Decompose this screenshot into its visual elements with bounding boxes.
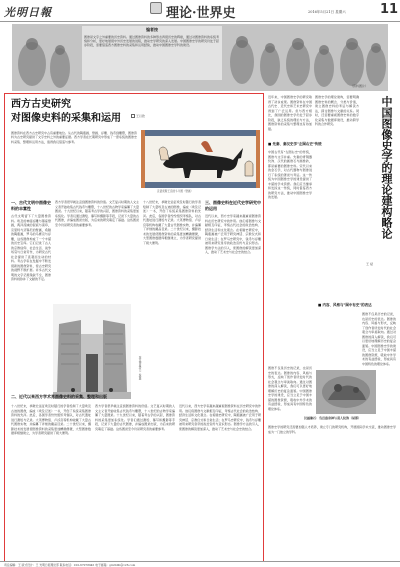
section-2-text-b: 西方学者很早就注意到图像资料的价值。文艺复兴时期的人文主义者开始收集古代钱币与雕塑，十八世纪的古物学家编纂了大量图录。十九世纪以来，随着考古学的兴起，图像资料的采集更加系统化。学者们通过测绘、摹写和摄影等手段，记录下大量的古代图像，并编成图录出版，为后来的研究奠定了基础。这些图录至今仍是研究者的重要参考。 [95, 404, 175, 431]
masthead [0, 0, 400, 22]
article-column-2 [55, 200, 139, 300]
right-intro-text: 近年来，中国图像史学的研究取得了初步成果。图像资料在中国古代史、近代史和艺术史研究中得到了广泛运用。但与西方相比，我国的图像史学仍处于起步阶段，缺乏系统的理论与方法，图像资料的采集与整理也有待加强。 [268, 95, 312, 131]
banner-caption: （资料图片） [350, 84, 369, 88]
article-column-1 [11, 200, 51, 390]
right-column-c-text: 图像不仅是历史的记录，也是历史的表达。图像的内容、风格与形式，反映了创作者所处时代的社会观念与审美取向。通过对图像的深入解读，我们可以更好地理解历史的复杂面貌。中国图像史学的建设，应当立足于中国丰富的图像资源，吸收中外学术的有益经验，形成具有中国特色的理论体系。 [362, 312, 396, 366]
bull-leaping-fresco-image [141, 130, 260, 188]
stone-relief-photo-image [316, 370, 376, 414]
page-footer [0, 561, 400, 567]
byline [131, 114, 145, 118]
temple-caption: 埃及神庙塔门（版画） [138, 356, 141, 382]
right-article-author: 王 斌 [366, 262, 373, 266]
footer-credits: 责任编辑：王 版式设计：王 光明日报理论部 联系电话：010-67078945 电子邮箱：gmrbllb@126.com [4, 563, 136, 567]
right-subhead-1: ■ 先秦、秦汉史学"左图右史"传统 [268, 142, 322, 146]
right-column-d-text: 图像不仅是历史的记录，也是历史的表达。图像的内容、风格与形式，反映了创作者所处时代的社会观念与审美取向。通过对图像的深入解读，我们可以更好地理解历史的复杂面貌。中国图像史学的建设，应当立足于中国丰富的图像资源，吸收中外学术的有益经验，形成具有中国特色的理论体系。 [268, 366, 312, 411]
article-column-4 [205, 200, 261, 390]
right-column-a-text: 中国古代有"左图右史"的传统，图像与文字并重。先秦的青铜器纹饰、汉代的画像石与画像砖，都是重要的图像史料。宋代以来的金石学，对古代器物与图像进行了系统的著录与考证。这一传统为中国图像史学的建设提供了丰富的学术资源。我们应当继承和发扬这一传统，同时借鉴西方的研究方法，推动中国图像史学的发展。 [268, 150, 312, 199]
section-2-heading: 二、近代以来西方学术界图像史料的采集、整理和出版 [11, 394, 107, 399]
newspaper-name: 光明日報 [4, 6, 52, 19]
publication-date: 2016年5月21日 星期六 [308, 10, 346, 14]
article-column-3 [143, 200, 201, 390]
right-article-title: 中国图像史学的理论建构略论 [380, 96, 393, 239]
section-2-text-a: 十八世纪末，拿破仑远征埃及时随行的学者绘制了大量埃及古迹的图像，编成《埃及记述》一书，开创了系统采集图像资料的先河。此后，各国学者纷纷组织考察队，对古代遗址进行测绘与记录。大英博物馆、卢浮宫等机构收藏了大量古代图像实物，并编纂了详细的藏品目录。二十世纪以来，摄影技术的发展使图像资料的采集更加精确便捷，大型图像数据库相继建立，为学者研究提供了极大便利。 [11, 404, 91, 435]
right-subhead-2: ■ 内容、风格与"图中有史"的表达 [318, 303, 372, 307]
header-banner [12, 24, 388, 91]
mural-caption: 克诺索斯王宫的斗牛图（壁画） [157, 190, 194, 193]
article-column-7 [179, 404, 261, 559]
author-name: 王以欣 [136, 114, 146, 118]
headline-line-2: 对图像史料的采集和运用 [11, 113, 121, 124]
section-2-intro-text: 十八世纪末，拿破仑远征埃及时随行的学者绘制了大量埃及古迹的图像，编成《埃及记述》一书，开创了系统采集图像资料的先河。此后，各国学者纷纷组织考察队，对古代遗址进行测绘与记录。大英博物馆、卢浮宫等机构收藏了大量古代图像实物，并编纂了详细的藏品目录。二十世纪以来，摄影技术的发展使图像资料的采集更加精确便捷，大型图像数据库相继建立，为学者研究提供了极大便利。 [143, 200, 201, 245]
page-number: 11 [380, 2, 399, 17]
article-column-5 [11, 404, 91, 559]
right-column-e-text: 图像史学的研究还需要加强人才培养，建立专门的研究机构，开展国际学术交流，推动图像史学成为一门独立的学科。 [268, 425, 396, 434]
egyptian-temple-engraving-image [53, 304, 131, 399]
section-2-text-c: 近代以来，西方史学家越来越重视图像资料在历史研究中的作用。他们将图像与文献相互印证，考察古代社会的政治结构、经济生活和文化观念。在希腊史研究中，陶瓶画被广泛用于研究神话、宗教仪式和日常生活；在罗马史研究中，钱币与浮雕被用来研究皇帝的政治宣传与意识形态。图像学方法的引入，使图像的解读更加深入，推动了艺术史与社会史的结合。 [179, 404, 261, 431]
photo-caption: 汉画像石：鸟首兽身神与羽人纹饰（局部） [304, 416, 362, 420]
lead-article [4, 93, 264, 562]
intro-paragraph: 图像资料在西方古史研究中占有重要地位。从古代的陶瓶画、壁画、浮雕、钱币到雕塑，图像资料为古史研究提供了文字史料之外的重要证据。西方学者在长期研究中形成了一套系统的图像史料采集、整理和运用方法，值得我们借鉴与参考。 [11, 131, 138, 144]
section-1-continued-text: 西方学者很早就注意到图像资料的价值。文艺复兴时期的人文主义者开始收集古代钱币与雕塑，十八世纪的古物学家编纂了大量图录。十九世纪以来，随着考古学的兴起，图像资料的采集更加系统化。学者们通过测绘、摹写和摄影等手段，记录下大量的古代图像，并编成图录出版，为后来的研究奠定了基础。这些图录至今仍是研究者的重要参考。 [55, 200, 139, 227]
section-3-heading: 三、图像史料在近代史学研究中的运用 [205, 200, 261, 211]
editor-note-text: 图像是文字之外重要的历史资料。通过图像资料的多种形态再现历史的辉煌，通过对图像资料的系统考察和分析，更好地展现中外历史发展的进程，推动史学研究的深入发展。中国图像史学的研究仍处于起步阶段，需要借鉴西方图像史料的采集和运用经验，推动中国图像史学科的建设。 [84, 35, 220, 48]
byline-mark-icon [131, 114, 135, 118]
section-2-heading-row [11, 394, 261, 402]
section-1-text: 古代文明留下了大量图像资料。埃及的神庙浮雕与墓室壁画，两河流域的泥板与滚印，克里特与迈锡尼的壁画，希腊的陶瓶画，罗马的马赛克与浮雕，这些图像构成了一个丰富的历史宝库。它们记录了古人的宗教信仰、社会生活、战争场景与日常劳作，为研究古代社会提供了直观而生动的材料。考古学家在发掘中不断发现新的图像资料，使古史研究的视野不断扩展。许多古代文明的文字记载残缺不全，图像资料则弥补了文献的不足。 [11, 214, 51, 281]
editor-note [84, 27, 220, 48]
headline-line-1: 西方古史研究 [11, 99, 71, 110]
editor-note-heading: 编者按 [146, 27, 158, 32]
article-headline [11, 98, 121, 126]
section-1-heading: 一、古代文明中图像史料的丰富性 [11, 200, 51, 211]
section-logo-icon [150, 2, 162, 14]
right-column-b-text: 图像史学的理论建构，需要明确图像史料的概念、分类与价值，建立图像史料的考证与解读方法，探讨图像与文献的关系。同时，还需要重视图像史料的数字化采集与数据库建设，推动跨学科的合作研究。 [315, 95, 359, 126]
article-column-6 [95, 404, 175, 559]
section-title: 理论·世界史 [166, 6, 236, 21]
section-3-text: 近代以来，西方史学家越来越重视图像资料在历史研究中的作用。他们将图像与文献相互印证，考察古代社会的政治结构、经济生活和文化观念。在希腊史研究中，陶瓶画被广泛用于研究神话、宗教仪式和日常生活；在罗马史研究中，钱币与浮雕被用来研究皇帝的政治宣传与意识形态。图像学方法的引入，使图像的解读更加深入，推动了艺术史与社会史的结合。 [205, 214, 261, 254]
